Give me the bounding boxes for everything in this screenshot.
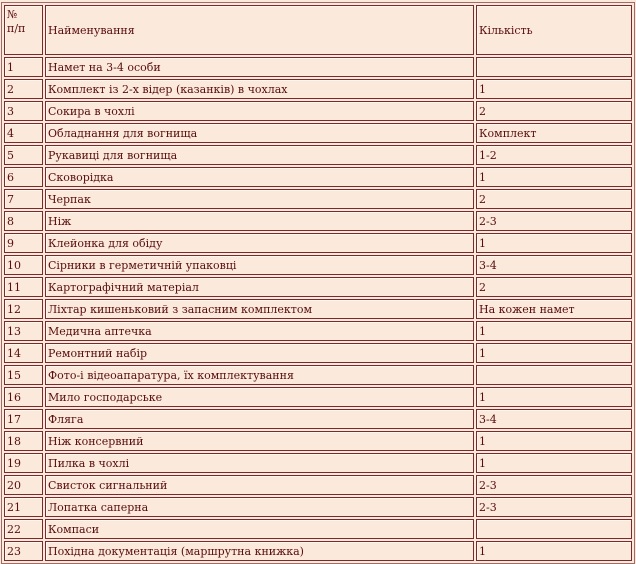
row-name-cell: Мило господарське — [45, 387, 474, 407]
row-number-cell: 15 — [4, 365, 43, 385]
row-quantity-cell: 2-3 — [476, 497, 632, 517]
table-row — [4, 541, 632, 561]
table-row — [4, 145, 632, 165]
row-quantity-cell: 2 — [476, 189, 632, 209]
row-number-cell: 3 — [4, 101, 43, 121]
header-name-cell: Найменування — [45, 5, 474, 55]
row-number-cell: 12 — [4, 299, 43, 319]
table-header-row — [4, 5, 632, 55]
row-name-cell: Комплект із 2-х відер (казанків) в чохлах — [45, 79, 474, 99]
equipment-table-body — [4, 5, 632, 561]
row-quantity-cell: 1-2 — [476, 145, 632, 165]
table-row — [4, 299, 632, 319]
row-number-cell: 9 — [4, 233, 43, 253]
row-name-cell: Ремонтний набір — [45, 343, 474, 363]
row-name-cell: Намет на 3-4 особи — [45, 57, 474, 77]
row-number-cell: 4 — [4, 123, 43, 143]
row-number-cell: 10 — [4, 255, 43, 275]
row-quantity-cell: 1 — [476, 541, 632, 561]
row-number-cell: 2 — [4, 79, 43, 99]
row-quantity-cell: 2 — [476, 101, 632, 121]
row-name-cell: Ліхтар кишеньковий з запасним комплектом — [45, 299, 474, 319]
row-name-cell: Черпак — [45, 189, 474, 209]
row-name-cell: Сковорідка — [45, 167, 474, 187]
row-name-cell: Сокира в чохлі — [45, 101, 474, 121]
row-quantity-cell: 1 — [476, 321, 632, 341]
row-name-cell: Рукавиці для вогнища — [45, 145, 474, 165]
row-quantity-cell — [476, 519, 632, 539]
row-quantity-cell: 1 — [476, 431, 632, 451]
row-quantity-cell — [476, 365, 632, 385]
header-quantity-cell: Кількість — [476, 5, 632, 55]
row-name-cell: Лопатка саперна — [45, 497, 474, 517]
row-number-cell: 19 — [4, 453, 43, 473]
row-quantity-cell: 2-3 — [476, 211, 632, 231]
row-name-cell: Пилка в чохлі — [45, 453, 474, 473]
row-number-cell: 8 — [4, 211, 43, 231]
row-number-cell: 22 — [4, 519, 43, 539]
row-quantity-cell: 1 — [476, 387, 632, 407]
row-quantity-cell: На кожен намет — [476, 299, 632, 319]
table-row — [4, 277, 632, 297]
row-quantity-cell: 3-4 — [476, 409, 632, 429]
header-number-abbrev: п/п — [7, 22, 26, 35]
row-name-cell: Ніж — [45, 211, 474, 231]
row-name-cell: Фляга — [45, 409, 474, 429]
row-quantity-cell: 1 — [476, 453, 632, 473]
row-name-cell: Фото-і відеоапаратура, їх комплектування — [45, 365, 474, 385]
row-quantity-cell: 1 — [476, 79, 632, 99]
row-quantity-cell: 2-3 — [476, 475, 632, 495]
table-row — [4, 79, 632, 99]
row-name-cell: Картографічний матеріал — [45, 277, 474, 297]
header-number-cell — [4, 5, 43, 55]
row-name-cell: Обладнання для вогнища — [45, 123, 474, 143]
header-number-symbol: № — [7, 8, 18, 21]
table-row — [4, 189, 632, 209]
row-number-cell: 1 — [4, 57, 43, 77]
row-number-cell: 7 — [4, 189, 43, 209]
table-row — [4, 343, 632, 363]
row-name-cell: Медична аптечка — [45, 321, 474, 341]
row-number-cell: 17 — [4, 409, 43, 429]
row-quantity-cell: 1 — [476, 233, 632, 253]
row-name-cell: Ніж консервний — [45, 431, 474, 451]
row-number-cell: 18 — [4, 431, 43, 451]
row-name-cell: Клейонка для обіду — [45, 233, 474, 253]
table-row — [4, 321, 632, 341]
row-number-cell: 5 — [4, 145, 43, 165]
table-row — [4, 519, 632, 539]
row-quantity-cell — [476, 57, 632, 77]
table-row — [4, 101, 632, 121]
table-row — [4, 57, 632, 77]
table-row — [4, 167, 632, 187]
table-row — [4, 431, 632, 451]
row-quantity-cell: 2 — [476, 277, 632, 297]
table-row — [4, 409, 632, 429]
table-row — [4, 497, 632, 517]
table-row — [4, 387, 632, 407]
row-number-cell: 13 — [4, 321, 43, 341]
row-quantity-cell: 3-4 — [476, 255, 632, 275]
table-row — [4, 211, 632, 231]
row-quantity-cell: 1 — [476, 167, 632, 187]
row-name-cell: Похідна документація (маршрутна книжка) — [45, 541, 474, 561]
table-row — [4, 453, 632, 473]
row-name-cell: Свисток сигнальний — [45, 475, 474, 495]
row-number-cell: 6 — [4, 167, 43, 187]
row-number-cell: 16 — [4, 387, 43, 407]
row-number-cell: 11 — [4, 277, 43, 297]
table-row — [4, 255, 632, 275]
row-name-cell: Компаси — [45, 519, 474, 539]
row-quantity-cell: Комплект — [476, 123, 632, 143]
equipment-table — [1, 2, 635, 564]
table-row — [4, 365, 632, 385]
table-row — [4, 123, 632, 143]
row-name-cell: Сірники в герметичній упаковці — [45, 255, 474, 275]
row-number-cell: 23 — [4, 541, 43, 561]
row-number-cell: 21 — [4, 497, 43, 517]
table-row — [4, 475, 632, 495]
row-number-cell: 20 — [4, 475, 43, 495]
row-number-cell: 14 — [4, 343, 43, 363]
table-row — [4, 233, 632, 253]
row-quantity-cell: 1 — [476, 343, 632, 363]
